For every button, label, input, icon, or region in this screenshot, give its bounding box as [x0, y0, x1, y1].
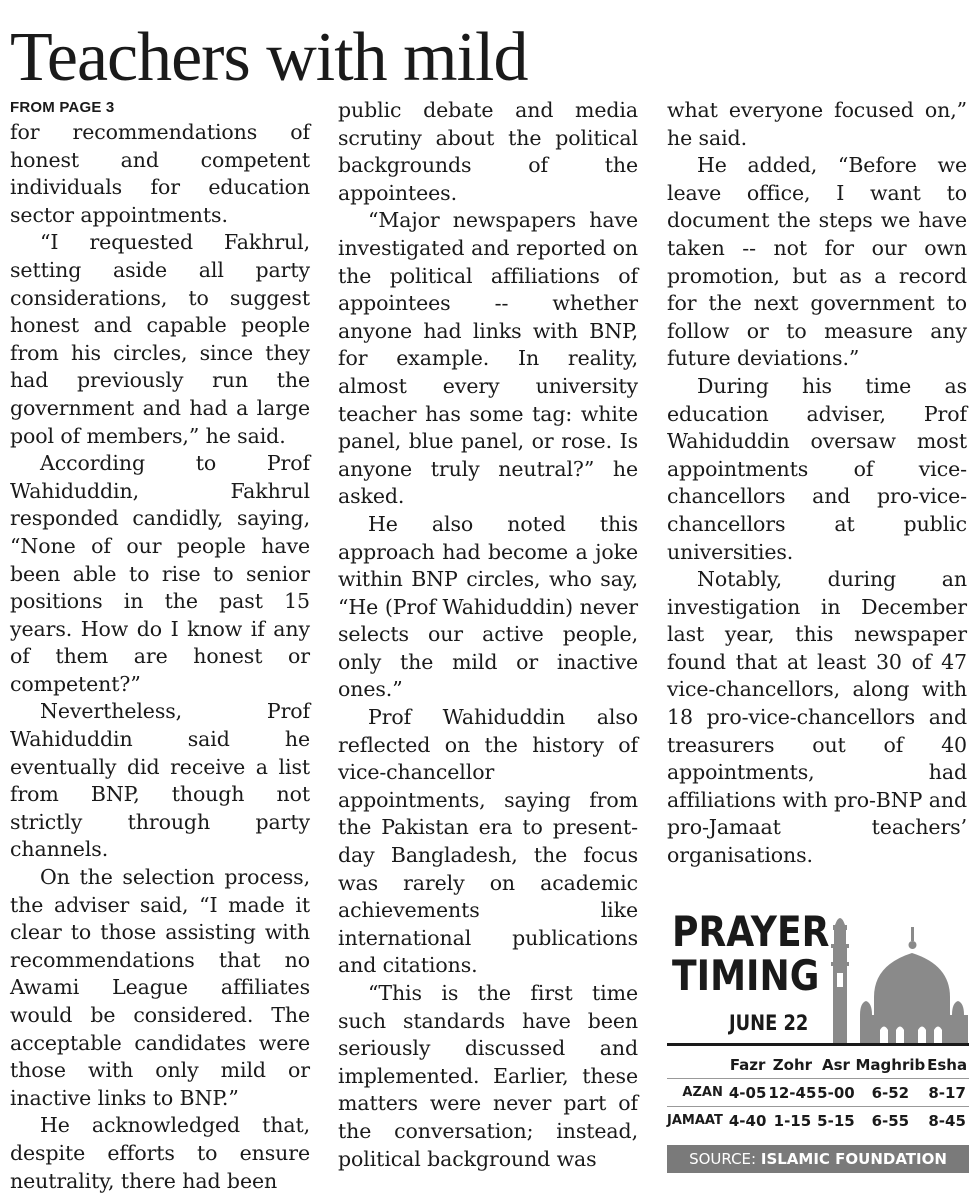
table-header-row	[667, 1051, 969, 1079]
column-header: Maghrib	[855, 1055, 926, 1074]
divider	[667, 1043, 969, 1046]
paragraph: Notably, during an investigation in December last year, this newspaper found that at least 30 of 47 vice-chancellors, along with 18 pro-vice-chancellors and treasurers out of 40 appointments, had affiliations with pro-BNP and pro-Jamaat teachers’ organisations.	[667, 567, 967, 868]
empty-header	[667, 1051, 727, 1079]
article-column-3	[667, 97, 967, 870]
paragraph: He acknowledged that, despite efforts to ensure neutrality, there had been	[10, 1113, 310, 1193]
mosque-icon	[822, 905, 969, 1043]
table-cell: 1-15	[768, 1107, 816, 1135]
paragraph: what everyone focused on,” he said.	[667, 98, 967, 150]
paragraph: public debate and media scrutiny about the political backgrounds of the appointees.	[338, 98, 638, 205]
prayer-date: JUNE 22	[729, 1011, 809, 1035]
paragraph: During his time as education adviser, Prof Wahiduddin oversaw most appointments of vice-chancellors and pro-vice-chancellors at public universities.	[667, 373, 967, 564]
paragraph: On the selection process, the adviser said, “I made it clear to those assisting with recommendations that no Awami League affiliates would be considered. The acceptable candidates were those with only mild or inactive links to BNP.”	[10, 865, 310, 1110]
article-column-1	[10, 97, 310, 1195]
paragraph: According to Prof Wahiduddin, Fakhrul responded candidly, saying, “None of our people have been able to rise to senior positions in the past 15 years. How do I know if any of them are honest or competent?”	[10, 451, 310, 696]
paragraph: He added, “Before we leave office, I want to document the steps we have taken -- not for our own promotion, but as a record for the next government to follow or to measure any future deviations.”	[667, 153, 967, 371]
prayer-timing-box	[667, 905, 969, 1175]
paragraph: for recommendations of honest and competent individuals for education sector appointments.	[10, 120, 310, 227]
row-label: JAMAAT	[667, 1107, 727, 1135]
source-banner	[667, 1145, 969, 1173]
table-cell: 6-55	[855, 1107, 925, 1135]
headline: Teachers with mild	[10, 19, 528, 96]
row-label: AZAN	[667, 1079, 727, 1107]
column-header: Zohr	[772, 1055, 813, 1074]
table-cell: 6-52	[855, 1079, 925, 1107]
table-cell: 8-17	[925, 1079, 969, 1107]
source-name: ISLAMIC FOUNDATION	[760, 1150, 947, 1168]
paragraph: Nevertheless, Prof Wahiduddin said he eventually did receive a list from BNP, though not strictly through party channels.	[10, 699, 310, 862]
prayer-title-line: TIMING	[672, 951, 820, 1000]
prayer-times-table	[667, 1051, 969, 1134]
prayer-title	[672, 907, 830, 1000]
continuation-label: FROM PAGE 3	[10, 99, 115, 116]
column-header: Fazr	[729, 1055, 766, 1074]
prayer-title-line: PRAYER	[672, 907, 830, 956]
source-label: SOURCE:	[689, 1150, 761, 1168]
table-row	[667, 1107, 969, 1135]
column-header: Esha	[927, 1055, 968, 1074]
table-cell: 12-45	[768, 1079, 816, 1107]
table-cell: 4-05	[727, 1079, 769, 1107]
paragraph: “Major newspapers have investigated and reported on the political affiliations of appointees -- whether anyone had links with BNP, for example. In reality, almost every university teacher has some tag: white panel, blue panel, or rose. Is anyone truly neutral?” he asked.	[338, 208, 638, 509]
article-column-2	[338, 97, 638, 1173]
paragraph: Prof Wahiduddin also reflected on the history of vice-chancellor appointments, saying from the Pakistan era to present-day Bangladesh, the focus was rarely on academic achievements like international publications and citations.	[338, 705, 638, 978]
table-cell: 5-00	[816, 1079, 855, 1107]
table-row	[667, 1079, 969, 1107]
column-header: Asr	[821, 1055, 850, 1074]
paragraph: “This is the first time such standards have been seriously discussed and implemented. Earlier, these matters were never part of the conversation; instead, political background was	[338, 981, 638, 1171]
table-cell: 5-15	[816, 1107, 855, 1135]
paragraph: He also noted this approach had become a joke within BNP circles, who say, “He (Prof Wahiduddin) never selects our active people, only the mild or inactive ones.”	[338, 511, 638, 702]
table-cell: 4-40	[727, 1107, 769, 1135]
paragraph: “I requested Fakhrul, setting aside all party considerations, to suggest honest and capable people from his circles, since they had previously run the government and had a large pool of members,” he said.	[10, 230, 310, 448]
table-cell: 8-45	[925, 1107, 969, 1135]
